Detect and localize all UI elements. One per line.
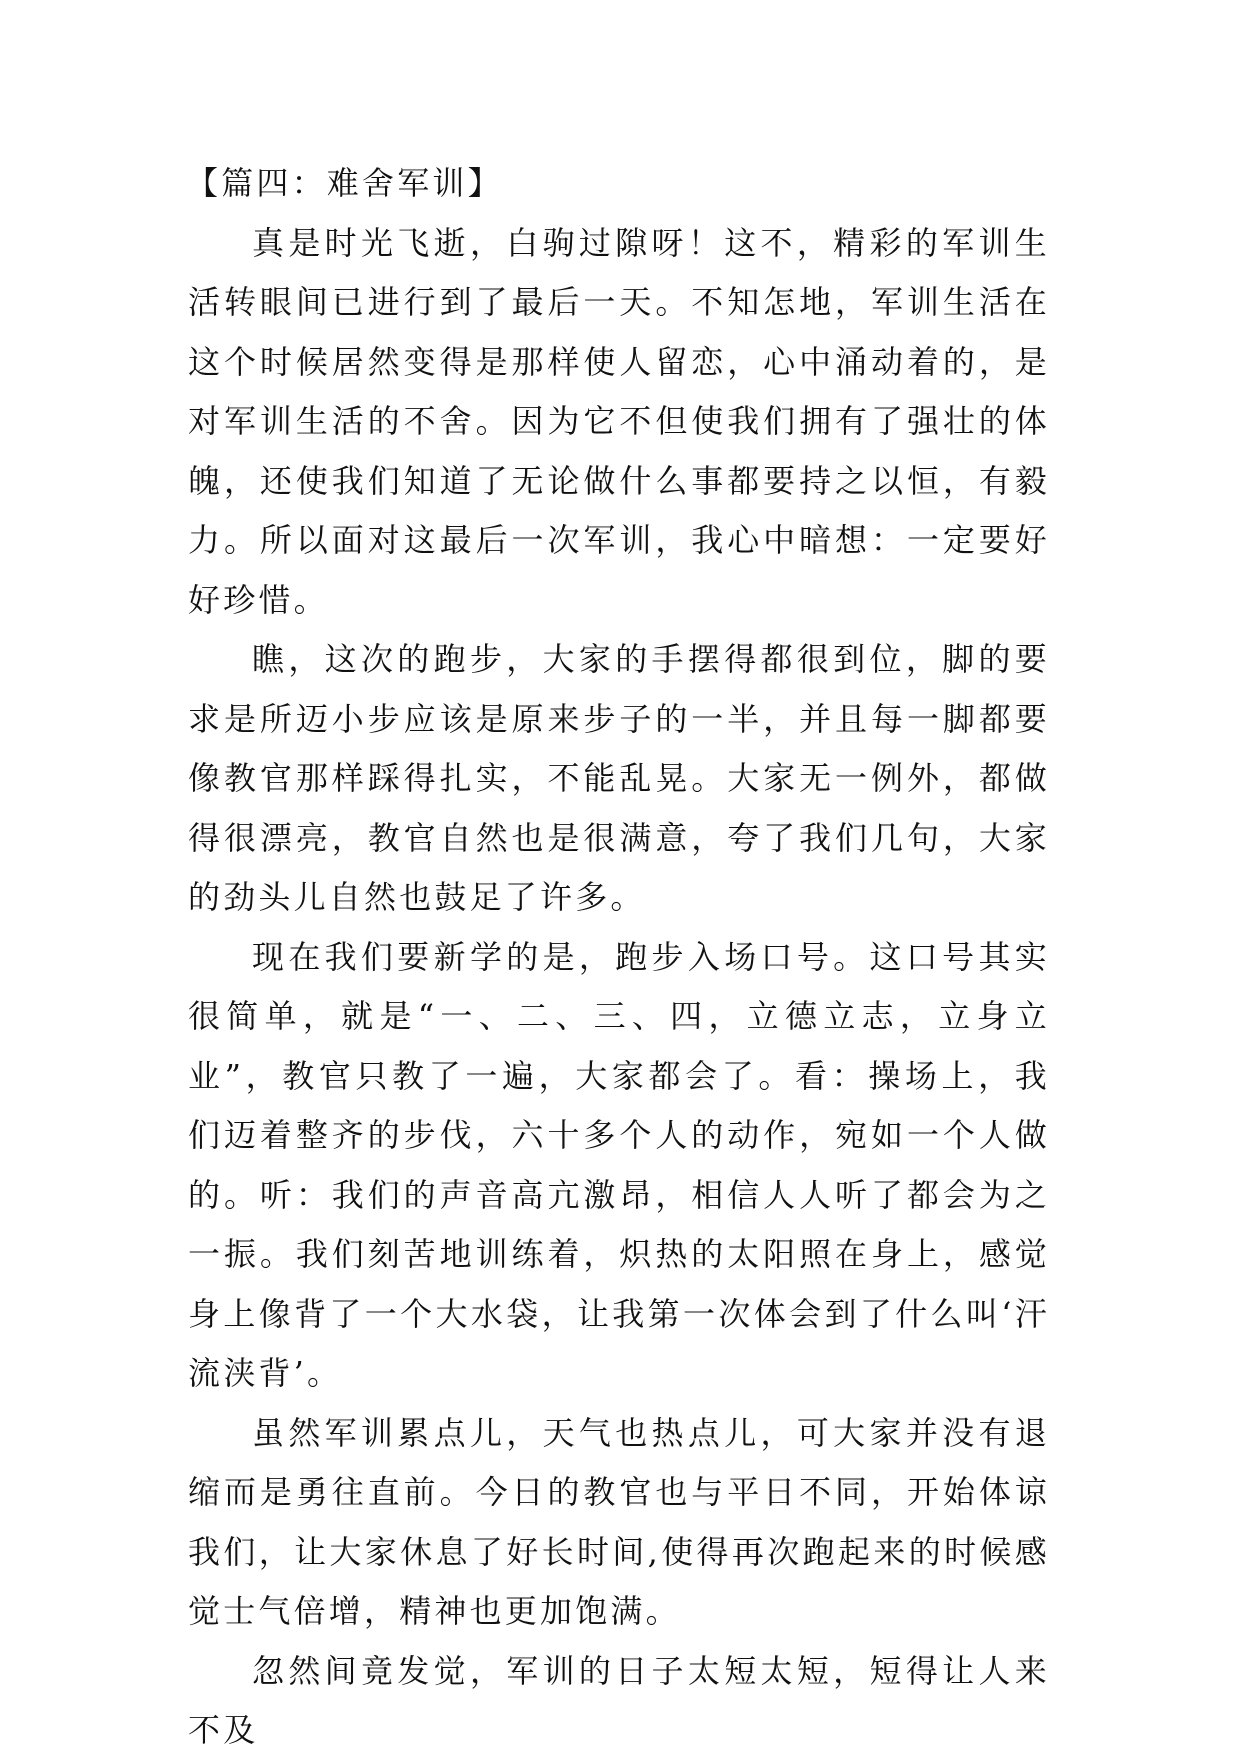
- paragraph-5: 忽然间竟发觉，军训的日子太短太短，短得让人来不及: [188, 1651, 1050, 1749]
- paragraph-3: 现在我们要新学的是，跑步入场口号。这口号其实很简单，就是“一、二、三、四，立德立志，立身立业”，教官只教了一遍，大家都会了。看：操场上，我们迈着整齐的步伐，六十多个人的动作，宛如一个人做的。听：我们的声音高亢激昂，相信人人听了都会为之一振。我们刻苦地训练着，炽热的太阳照在身上，感觉身上像背了一个大水袋，让我第一次体会到了什么叫‘汗流浃背’。: [188, 937, 1050, 1392]
- article-body: [188, 154, 1050, 1761]
- section-heading: 【篇四：难舍军训】: [186, 164, 503, 202]
- paragraph-4: 虽然军训累点儿，天气也热点儿，可大家并没有退缩而是勇往直前。今日的教官也与平日不同，开始体谅我们，让大家休息了好长时间,使得再次跑起来的时候感觉士气倍增，精神也更加饱满。: [188, 1413, 1050, 1630]
- paragraph-2: 瞧，这次的跑步，大家的手摆得都很到位，脚的要求是所迈小步应该是原来步子的一半，并且每一脚都要像教官那样踩得扎实，不能乱晃。大家无一例外，都做得很漂亮，教官自然也是很满意，夸了我们几句，大家的劲头儿自然也鼓足了许多。: [188, 640, 1050, 916]
- paragraph-1: 真是时光飞逝，白驹过隙呀！这不，精彩的军训生活转眼间已进行到了最后一天。不知怎地，军训生活在这个时候居然变得是那样使人留恋，心中涌动着的，是对军训生活的不舍。因为它不但使我们拥有了强壮的体魄，还使我们知道了无论做什么事都要持之以恒，有毅力。所以面对这最后一次军训，我心中暗想：一定要好好珍惜。: [188, 223, 1050, 619]
